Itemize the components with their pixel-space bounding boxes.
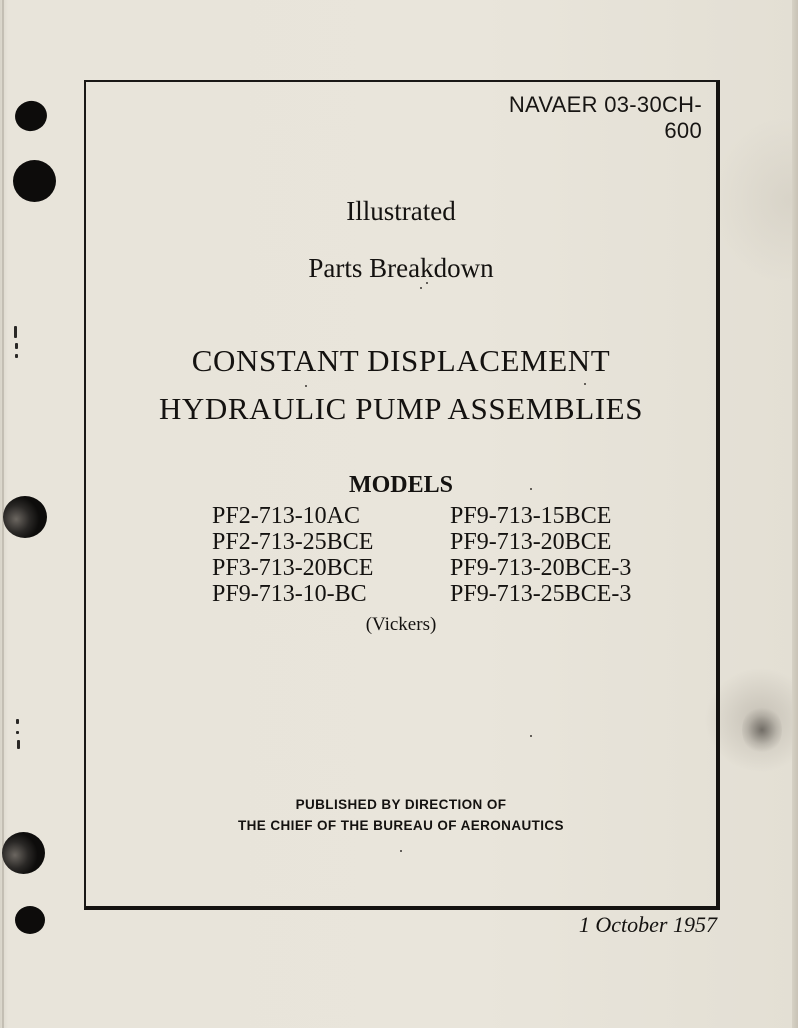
model-item: PF2-713-25BCE: [212, 529, 374, 555]
model-item: PF2-713-10AC: [212, 503, 361, 529]
scan-smudge: [742, 705, 782, 755]
margin-mark: [16, 731, 19, 734]
models-heading: MODELS: [348, 472, 453, 498]
models-list-right: [450, 503, 631, 607]
page-edge-right: [792, 0, 798, 1028]
model-item: PF9-713-15BCE: [450, 503, 612, 529]
margin-mark: [15, 343, 18, 349]
margin-mark: [15, 354, 18, 358]
title-line-2: HYDRAULIC PUMP ASSEMBLIES: [158, 391, 644, 426]
heading-illustrated: Illustrated: [346, 196, 456, 226]
margin-mark: [17, 740, 20, 749]
model-item: PF9-713-20BCE-3: [450, 555, 632, 581]
publication-date: 1 October 1957: [578, 912, 717, 937]
model-item: PF9-713-10-BC: [212, 581, 367, 607]
binder-hole-icon: [12, 97, 51, 134]
published-by-line-2: THE CHIEF OF THE BUREAU OF AERONAUTICS: [238, 818, 564, 833]
model-item: PF9-713-25BCE-3: [450, 581, 632, 607]
margin-mark: [14, 326, 17, 338]
title-line-1: CONSTANT DISPLACEMENT: [191, 343, 611, 378]
model-item: PF3-713-20BCE: [212, 555, 374, 581]
model-item: PF9-713-20BCE: [450, 529, 612, 555]
margin-mark: [16, 719, 19, 724]
binder-hole-icon: [3, 496, 47, 538]
models-list-left: [212, 503, 373, 607]
published-by-line-1: PUBLISHED BY DIRECTION OF: [295, 797, 507, 812]
binder-hole-icon: [2, 832, 45, 874]
document-number: NAVAER 03-30CH-600: [508, 92, 702, 143]
manufacturer: (Vickers): [365, 614, 437, 635]
heading-parts-breakdown: Parts Breakdown: [308, 253, 494, 283]
binder-hole-icon: [15, 906, 45, 934]
binder-hole-icon: [13, 160, 56, 202]
